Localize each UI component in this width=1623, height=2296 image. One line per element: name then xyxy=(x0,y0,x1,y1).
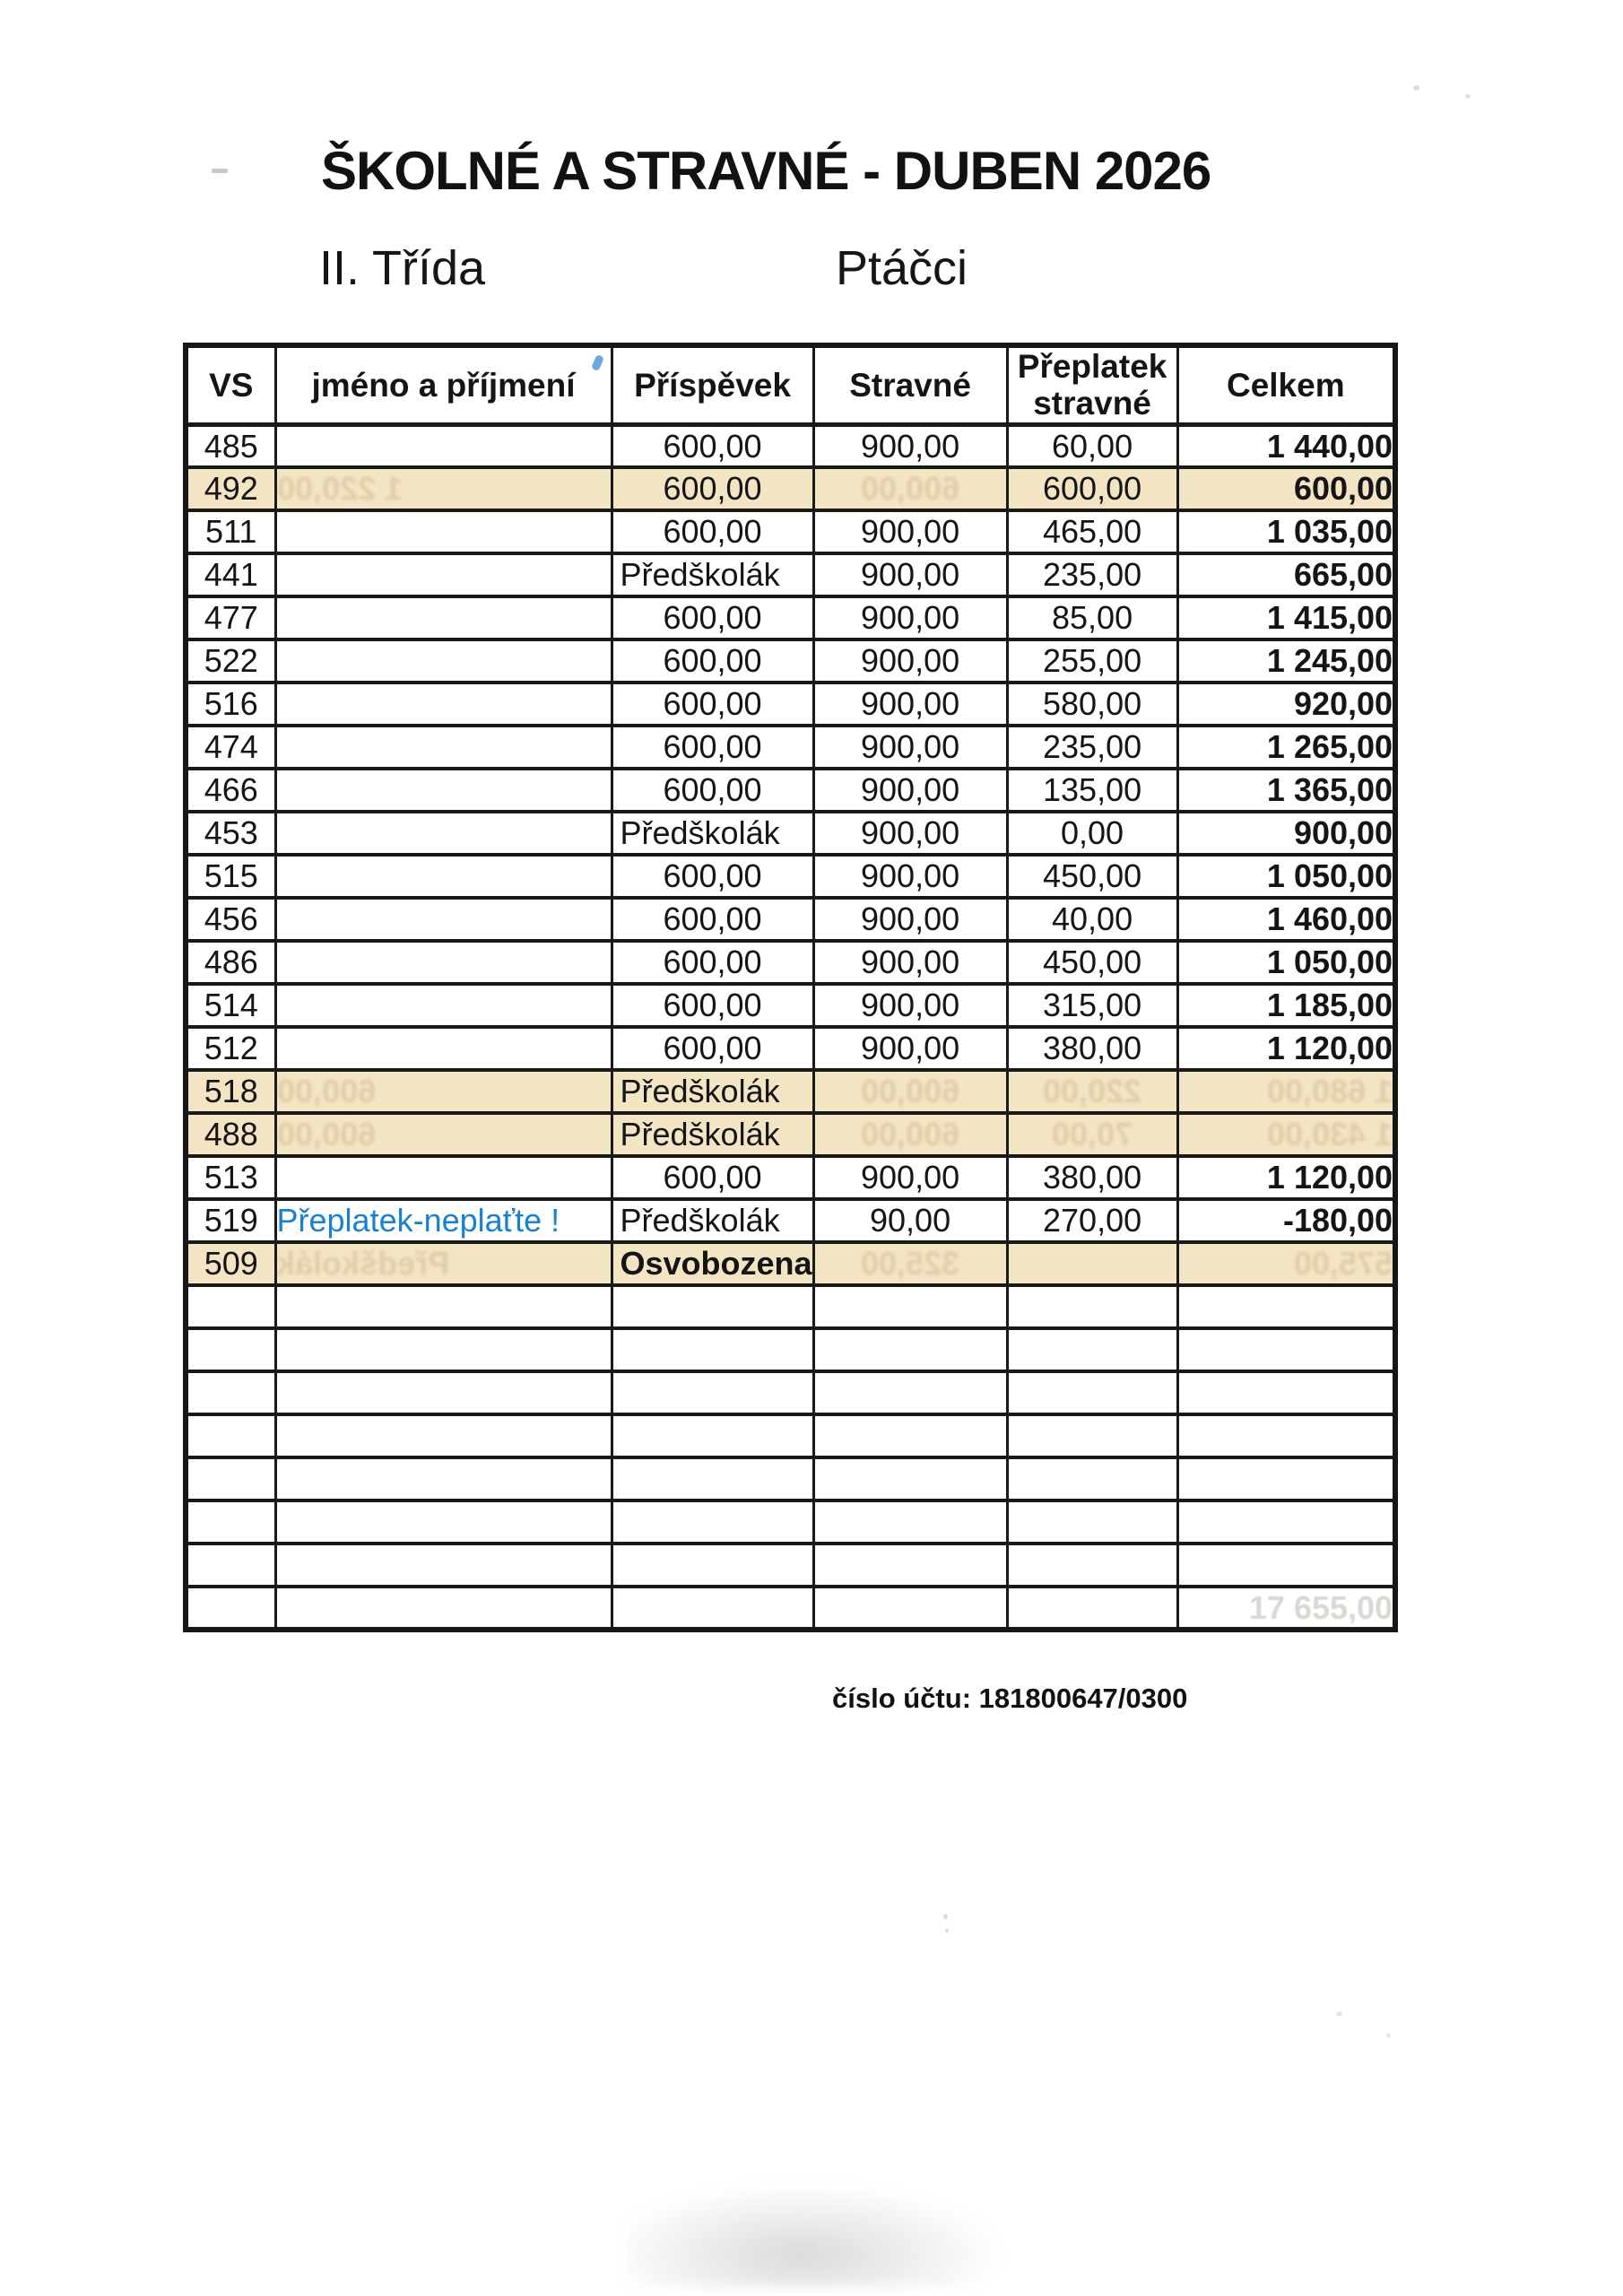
scan-dot xyxy=(1386,2033,1391,2038)
cell-stravne xyxy=(813,1457,1007,1500)
table-row xyxy=(186,510,1395,553)
cell-name xyxy=(275,1371,612,1414)
cell-preplatek: 85,00 xyxy=(1007,596,1177,639)
cell-celkem: 1 265,00 xyxy=(1177,726,1395,769)
cell-name xyxy=(275,1544,612,1587)
cell-preplatek xyxy=(1007,1328,1177,1371)
scan-dot xyxy=(943,1914,948,1919)
cell-stravne: 900,00 xyxy=(813,596,1007,639)
cell-celkem: 1 415,00 xyxy=(1177,596,1395,639)
cell-prispevek: 600,00 xyxy=(612,467,813,510)
cell-celkem: 1 245,00 xyxy=(1177,639,1395,683)
cell-preplatek xyxy=(1007,1457,1177,1500)
table-row xyxy=(186,1113,1395,1156)
cell-stravne: 900,00 xyxy=(813,1156,1007,1199)
table-row xyxy=(186,898,1395,941)
table-row xyxy=(186,683,1395,726)
cell-name xyxy=(275,812,612,855)
col-header-name: jméno a příjmení xyxy=(275,345,612,424)
cell-vs: 485 xyxy=(186,424,275,467)
cell-prispevek: 600,00 xyxy=(612,941,813,984)
ghost-bleedthrough-text: 325,00 xyxy=(861,1245,960,1283)
cell-preplatek xyxy=(1007,1500,1177,1544)
cell-name xyxy=(275,1285,612,1328)
cell-preplatek: 450,00 xyxy=(1007,941,1177,984)
cell-preplatek: 600,00 xyxy=(1007,467,1177,510)
col-header-celkem: Celkem xyxy=(1177,345,1395,424)
table-empty-row xyxy=(186,1457,1395,1500)
scan-dot xyxy=(1413,85,1419,91)
table-empty-row xyxy=(186,1500,1395,1544)
cell-vs: 456 xyxy=(186,898,275,941)
cell-vs: 441 xyxy=(186,553,275,596)
table-row xyxy=(186,596,1395,639)
cell-celkem xyxy=(1177,1328,1395,1371)
cell-vs: 453 xyxy=(186,812,275,855)
cell-preplatek: 380,00 xyxy=(1007,1027,1177,1070)
table-row xyxy=(186,1242,1395,1285)
cell-prispevek xyxy=(612,1285,813,1328)
cell-stravne: 900,00 xyxy=(813,510,1007,553)
cell-stravne xyxy=(813,1587,1007,1630)
scan-dot xyxy=(945,1928,949,1933)
cell-prispevek xyxy=(612,1457,813,1500)
col-header-prispevek: Příspěvek xyxy=(612,345,813,424)
scan-smudge xyxy=(628,2179,1013,2287)
table-empty-row xyxy=(186,1371,1395,1414)
cell-preplatek: 135,00 xyxy=(1007,769,1177,812)
cell-name xyxy=(275,683,612,726)
cell-vs xyxy=(186,1285,275,1328)
cell-name xyxy=(275,467,612,510)
payments-table xyxy=(183,343,1398,1632)
cell-stravne xyxy=(813,1500,1007,1544)
cell-vs: 486 xyxy=(186,941,275,984)
cell-vs: 518 xyxy=(186,1070,275,1113)
ghost-bleedthrough-text: 600,00 xyxy=(861,470,960,508)
cell-vs: 519 xyxy=(186,1199,275,1242)
cell-celkem xyxy=(1177,1414,1395,1457)
cell-name xyxy=(275,984,612,1027)
scan-dot xyxy=(1465,94,1471,99)
cell-vs xyxy=(186,1328,275,1371)
cell-name xyxy=(275,424,612,467)
cell-celkem: 600,00 xyxy=(1177,467,1395,510)
page-title: ŠKOLNÉ A STRAVNÉ - DUBEN 2026 xyxy=(321,141,1211,201)
cell-preplatek: 580,00 xyxy=(1007,683,1177,726)
cell-celkem: 1 120,00 xyxy=(1177,1027,1395,1070)
ghost-bleedthrough-text: 70,00 xyxy=(1052,1116,1133,1153)
cell-celkem xyxy=(1177,1371,1395,1414)
cell-stravne: 900,00 xyxy=(813,898,1007,941)
cell-name xyxy=(275,1070,612,1113)
cell-prispevek: 600,00 xyxy=(612,510,813,553)
ghost-bleedthrough-text: 575,00 xyxy=(1293,1245,1393,1283)
cell-name: Přeplatek-neplaťte ! xyxy=(275,1199,612,1242)
cell-prispevek xyxy=(612,1414,813,1457)
group-label: Ptáčci xyxy=(836,241,968,295)
cell-stravne xyxy=(813,1242,1007,1285)
cell-preplatek: 465,00 xyxy=(1007,510,1177,553)
table-header-row xyxy=(186,345,1395,424)
cell-stravne: 900,00 xyxy=(813,941,1007,984)
table-empty-row xyxy=(186,1544,1395,1587)
table-empty-row xyxy=(186,1328,1395,1371)
cell-prispevek: 600,00 xyxy=(612,898,813,941)
cell-name xyxy=(275,639,612,683)
ghost-bleedthrough-text: 600,00 xyxy=(276,1116,376,1153)
cell-prispevek: Předškolák xyxy=(612,812,813,855)
cell-vs xyxy=(186,1371,275,1414)
cell-vs: 488 xyxy=(186,1113,275,1156)
ghost-bleedthrough-text: 600,00 xyxy=(276,1073,376,1110)
cell-vs: 466 xyxy=(186,769,275,812)
table-row xyxy=(186,424,1395,467)
cell-celkem xyxy=(1177,1242,1395,1285)
cell-prispevek: Předškolák xyxy=(612,1199,813,1242)
cell-name xyxy=(275,941,612,984)
cell-celkem xyxy=(1177,1070,1395,1113)
cell-stravne: 900,00 xyxy=(813,1027,1007,1070)
cell-preplatek xyxy=(1007,1113,1177,1156)
cell-prispevek xyxy=(612,1544,813,1587)
cell-stravne: 900,00 xyxy=(813,424,1007,467)
class-label: II. Třída xyxy=(319,241,486,295)
cell-name xyxy=(275,1414,612,1457)
cell-vs: 516 xyxy=(186,683,275,726)
cell-preplatek xyxy=(1007,1371,1177,1414)
cell-prispevek: 600,00 xyxy=(612,596,813,639)
cell-preplatek: 270,00 xyxy=(1007,1199,1177,1242)
cell-name xyxy=(275,898,612,941)
cell-celkem xyxy=(1177,1113,1395,1156)
table-row xyxy=(186,769,1395,812)
cell-preplatek xyxy=(1007,1070,1177,1113)
cell-name xyxy=(275,1500,612,1544)
cell-name xyxy=(275,510,612,553)
cell-prispevek xyxy=(612,1371,813,1414)
cell-prispevek: Předškolák xyxy=(612,1070,813,1113)
cell-name xyxy=(275,553,612,596)
cell-celkem: 900,00 xyxy=(1177,812,1395,855)
cell-name xyxy=(275,1027,612,1070)
cell-prispevek xyxy=(612,1587,813,1630)
cell-stravne xyxy=(813,467,1007,510)
cell-preplatek xyxy=(1007,1414,1177,1457)
table-row xyxy=(186,467,1395,510)
cell-preplatek: 235,00 xyxy=(1007,726,1177,769)
table-row xyxy=(186,553,1395,596)
cell-prispevek xyxy=(612,1328,813,1371)
cell-name xyxy=(275,1242,612,1285)
cell-stravne: 900,00 xyxy=(813,683,1007,726)
cell-prispevek: 600,00 xyxy=(612,639,813,683)
cell-prispevek: 600,00 xyxy=(612,769,813,812)
cell-stravne xyxy=(813,1371,1007,1414)
cell-stravne: 900,00 xyxy=(813,639,1007,683)
cell-stravne: 900,00 xyxy=(813,553,1007,596)
cell-name xyxy=(275,1457,612,1500)
cell-prispevek: Předškolák xyxy=(612,1113,813,1156)
table-row xyxy=(186,1027,1395,1070)
table-row xyxy=(186,1070,1395,1113)
cell-stravne xyxy=(813,1328,1007,1371)
ghost-bleedthrough-text: 600,00 xyxy=(861,1116,960,1153)
cell-name xyxy=(275,1113,612,1156)
cell-celkem: 1 050,00 xyxy=(1177,855,1395,898)
cell-prispevek: 600,00 xyxy=(612,855,813,898)
ghost-total-text: 17 655,00 xyxy=(1248,1588,1393,1626)
table-row xyxy=(186,639,1395,683)
cell-celkem: 1 120,00 xyxy=(1177,1156,1395,1199)
scan-dash xyxy=(212,169,228,173)
cell-prispevek: 600,00 xyxy=(612,424,813,467)
cell-prispevek: Osvobozena xyxy=(612,1242,813,1285)
table-row xyxy=(186,855,1395,898)
cell-vs xyxy=(186,1500,275,1544)
cell-celkem: 920,00 xyxy=(1177,683,1395,726)
cell-preplatek: 450,00 xyxy=(1007,855,1177,898)
cell-vs: 512 xyxy=(186,1027,275,1070)
cell-celkem xyxy=(1177,1544,1395,1587)
cell-preplatek: 380,00 xyxy=(1007,1156,1177,1199)
cell-vs xyxy=(186,1587,275,1630)
cell-stravne xyxy=(813,1414,1007,1457)
cell-prispevek: 600,00 xyxy=(612,726,813,769)
cell-vs: 511 xyxy=(186,510,275,553)
table-row xyxy=(186,984,1395,1027)
cell-celkem xyxy=(1177,1500,1395,1544)
col-header-stravne: Stravné xyxy=(813,345,1007,424)
cell-vs: 522 xyxy=(186,639,275,683)
table-empty-row xyxy=(186,1285,1395,1328)
table-row xyxy=(186,812,1395,855)
cell-celkem xyxy=(1177,1587,1395,1630)
cell-preplatek: 235,00 xyxy=(1007,553,1177,596)
cell-preplatek xyxy=(1007,1242,1177,1285)
ghost-bleedthrough-text: 1 680,00 xyxy=(1266,1073,1393,1110)
cell-name xyxy=(275,726,612,769)
cell-stravne: 900,00 xyxy=(813,984,1007,1027)
cell-prispevek xyxy=(612,1500,813,1544)
cell-celkem: 665,00 xyxy=(1177,553,1395,596)
ghost-bleedthrough-text: 1 220,00 xyxy=(276,470,403,508)
table-empty-row xyxy=(186,1414,1395,1457)
cell-vs: 514 xyxy=(186,984,275,1027)
cell-celkem: 1 050,00 xyxy=(1177,941,1395,984)
cell-prispevek: 600,00 xyxy=(612,683,813,726)
col-header-vs: VS xyxy=(186,345,275,424)
cell-prispevek: 600,00 xyxy=(612,1156,813,1199)
col-header-preplatek xyxy=(1007,345,1177,424)
cell-preplatek: 315,00 xyxy=(1007,984,1177,1027)
cell-stravne: 900,00 xyxy=(813,812,1007,855)
cell-preplatek xyxy=(1007,1544,1177,1587)
account-number: číslo účtu: 181800647/0300 xyxy=(832,1683,1188,1714)
cell-vs: 513 xyxy=(186,1156,275,1199)
cell-name xyxy=(275,1587,612,1630)
cell-celkem: 1 185,00 xyxy=(1177,984,1395,1027)
table-empty-row xyxy=(186,1587,1395,1630)
col-header-preplatek-line1: Přeplatek xyxy=(1017,348,1167,385)
cell-preplatek: 255,00 xyxy=(1007,639,1177,683)
cell-celkem: 1 035,00 xyxy=(1177,510,1395,553)
cell-prispevek: 600,00 xyxy=(612,1027,813,1070)
scan-dot xyxy=(1336,2012,1342,2016)
table-row xyxy=(186,726,1395,769)
cell-vs: 515 xyxy=(186,855,275,898)
ghost-bleedthrough-text: Předškolák xyxy=(276,1245,449,1283)
cell-stravne xyxy=(813,1544,1007,1587)
cell-stravne xyxy=(813,1285,1007,1328)
cell-preplatek: 40,00 xyxy=(1007,898,1177,941)
cell-celkem xyxy=(1177,1457,1395,1500)
cell-vs: 509 xyxy=(186,1242,275,1285)
cell-prispevek: 600,00 xyxy=(612,984,813,1027)
ghost-bleedthrough-text: 220,00 xyxy=(1043,1073,1142,1110)
cell-preplatek: 60,00 xyxy=(1007,424,1177,467)
table-row xyxy=(186,1156,1395,1199)
cell-preplatek: 0,00 xyxy=(1007,812,1177,855)
cell-stravne: 900,00 xyxy=(813,855,1007,898)
ghost-bleedthrough-text: 600,00 xyxy=(861,1073,960,1110)
ghost-bleedthrough-text: 1 430,00 xyxy=(1266,1116,1393,1153)
cell-vs xyxy=(186,1544,275,1587)
cell-prispevek: Předškolák xyxy=(612,553,813,596)
table-row xyxy=(186,1199,1395,1242)
cell-vs xyxy=(186,1457,275,1500)
col-header-preplatek-line2: stravné xyxy=(1033,385,1151,422)
cell-stravne: 900,00 xyxy=(813,726,1007,769)
cell-name xyxy=(275,1156,612,1199)
cell-name xyxy=(275,596,612,639)
cell-celkem xyxy=(1177,1285,1395,1328)
cell-stravne: 90,00 xyxy=(813,1199,1007,1242)
cell-stravne xyxy=(813,1070,1007,1113)
cell-celkem: 1 365,00 xyxy=(1177,769,1395,812)
cell-stravne: 900,00 xyxy=(813,769,1007,812)
cell-vs xyxy=(186,1414,275,1457)
cell-celkem: -180,00 xyxy=(1177,1199,1395,1242)
cell-name xyxy=(275,855,612,898)
cell-preplatek xyxy=(1007,1285,1177,1328)
cell-vs: 492 xyxy=(186,467,275,510)
cell-name xyxy=(275,1328,612,1371)
table-row xyxy=(186,941,1395,984)
cell-preplatek xyxy=(1007,1587,1177,1630)
cell-celkem: 1 460,00 xyxy=(1177,898,1395,941)
cell-name xyxy=(275,769,612,812)
cell-stravne xyxy=(813,1113,1007,1156)
cell-vs: 477 xyxy=(186,596,275,639)
cell-celkem: 1 440,00 xyxy=(1177,424,1395,467)
cell-vs: 474 xyxy=(186,726,275,769)
